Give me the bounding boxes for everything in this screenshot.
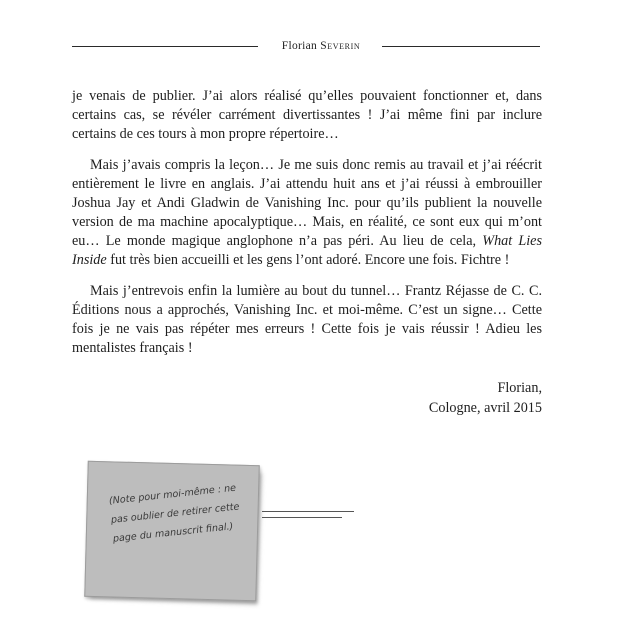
body-text — [72, 87, 542, 370]
signature — [429, 378, 542, 418]
note-rule-2 — [262, 517, 342, 518]
author-last-name: Severin — [320, 40, 361, 52]
paragraph-2-text: Mais j’avais compris la leçon… Je me suis donc remis au travail et j’ai réécrit entièrement le livre en anglais. J’ai attendu huit ans et j’ai réussi à embrouiller Joshua Jay et Andi Gladwin de Vanishing Inc. pour qu’ils publient la nouvelle version de ma machine apocalyptique… Mais, en réalité, ce sont eux qui m’ont eu… Le monde magique anglophone n’a pas péri. Au lieu de cela, — [72, 157, 542, 249]
note-line-2: pas oublier de retirer cette — [110, 501, 240, 526]
running-head — [266, 38, 376, 54]
paragraph-2 — [72, 156, 542, 270]
author-first-name: Florian — [281, 40, 318, 52]
signature-name: Florian, — [497, 380, 542, 396]
paragraph-2-end: fut très bien accueilli et les gens l’ont adoré. Encore une fois. Fichtre ! — [110, 252, 510, 268]
paragraph-1: je venais de publier. J’ai alors réalisé qu’elles pouvaient fonctionner et, dans certains cas, se révéler carrément divertissantes ! J’ai même fini par inclure certains de ces tours à mon propre répertoire… — [72, 88, 542, 142]
signature-place-date: Cologne, avril 2015 — [428, 400, 542, 416]
note-rule-1 — [262, 511, 354, 512]
book-title: What Lies Inside — [72, 233, 542, 268]
note-line-3: page du manuscrit final.) — [112, 521, 234, 545]
note-line-1: (Note pour moi-même : ne — [108, 482, 237, 507]
paragraph-3: Mais j’entrevois enfin la lumière au bout du tunnel… Frantz Réjasse de C. C. Éditions nous a approchés, Vanishing Inc. et moi-même. C’est un signe… Cette fois je ne vais pas répéter mes erreurs ! Cette fois je vais réussir ! Adieu les mentalistes français ! — [72, 283, 542, 356]
header-rule-right — [382, 46, 540, 47]
header-rule-left — [72, 46, 258, 47]
